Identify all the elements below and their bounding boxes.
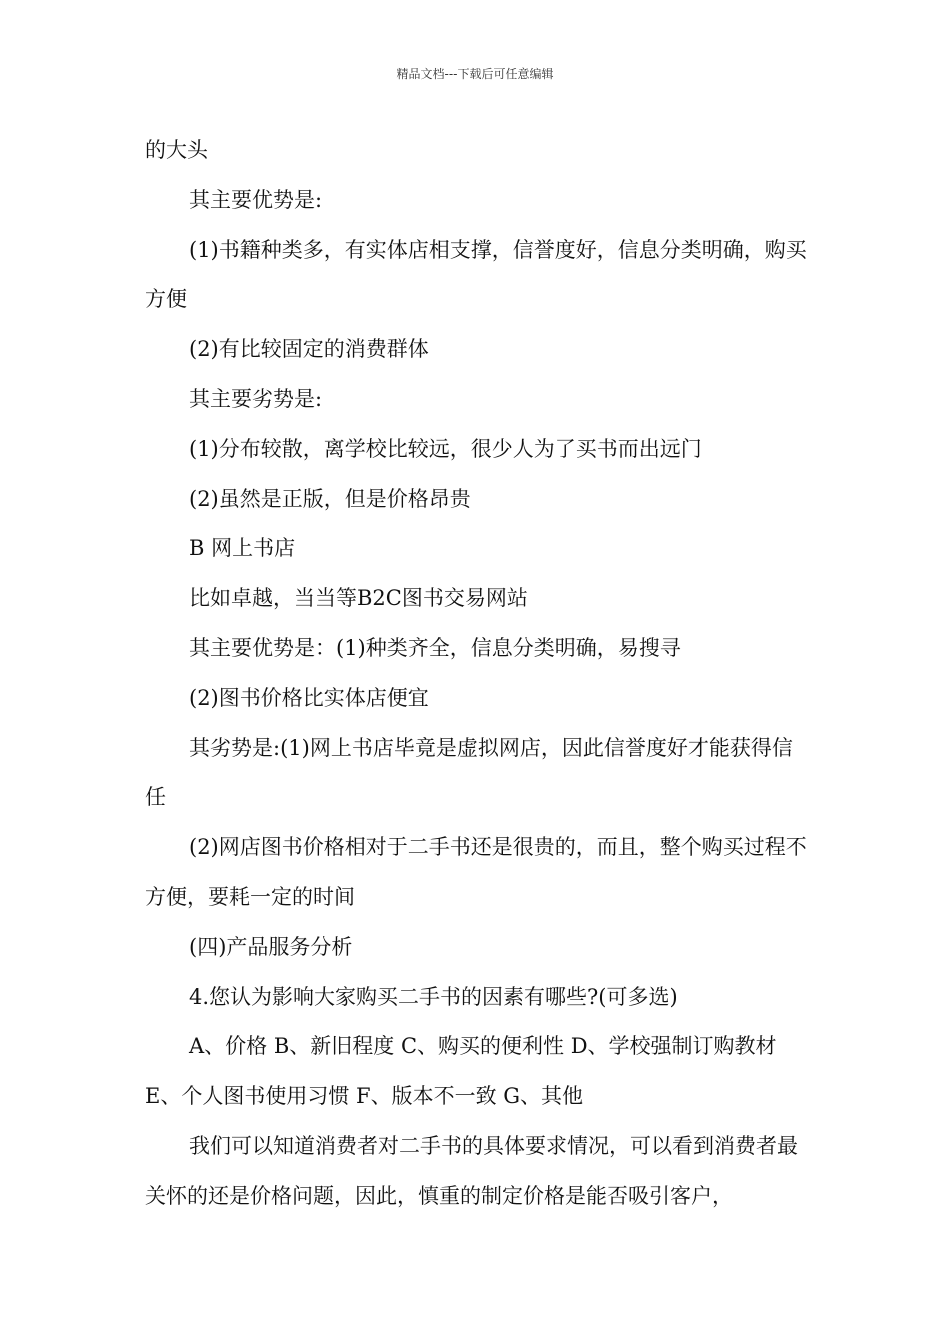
paragraph: 其劣势是:(1)网上书店毕竟是虚拟网店，因此信誉度好才能获得信任 bbox=[145, 735, 793, 810]
paragraph: 其主要优势是：(1)种类齐全，信息分类明确，易搜寻 bbox=[189, 635, 681, 660]
paragraph: 其主要优势是: bbox=[189, 187, 323, 212]
paragraph: (2)虽然是正版，但是价格昂贵 bbox=[189, 486, 471, 511]
paragraph: (四)产品服务分析 bbox=[189, 934, 353, 959]
paragraph: (1)书籍种类多，有实体店相支撑，信誉度好，信息分类明确，购买方便 bbox=[145, 237, 807, 312]
paragraph: 我们可以知道消费者对二手书的具体要求情况，可以看到消费者最关怀的还是价格问题，因此，慎重的制定价格是能否吸引客户， bbox=[145, 1133, 798, 1208]
paragraph: 其主要劣势是: bbox=[189, 386, 323, 411]
page-header: 精品文档---下载后可任意编辑 bbox=[396, 67, 554, 81]
document-body bbox=[145, 126, 810, 1222]
paragraph: (2)网店图书价格相对于二手书还是很贵的，而且，整个购买过程不方便，要耗一定的时间 bbox=[145, 835, 807, 909]
paragraph: B 网上书店 bbox=[189, 536, 296, 561]
paragraph: (1)分布较散，离学校比较远，很少人为了买书而出远门 bbox=[189, 436, 702, 461]
paragraph: (2)图书价格比实体店便宜 bbox=[189, 685, 429, 710]
paragraph: A、价格 B、新旧程度 C、购买的便利性 D、学校强制订购教材 E、个人图书使用习惯 F、版本不一致 G、其他 bbox=[145, 1034, 777, 1109]
paragraph: 4.您认为影响大家购买二手书的因素有哪些?(可多选) bbox=[189, 984, 678, 1009]
paragraph: 比如卓越，当当等B2C图书交易网站 bbox=[189, 586, 528, 611]
paragraph: 的大头 bbox=[145, 138, 208, 162]
paragraph: (2)有比较固定的消费群体 bbox=[189, 337, 429, 362]
